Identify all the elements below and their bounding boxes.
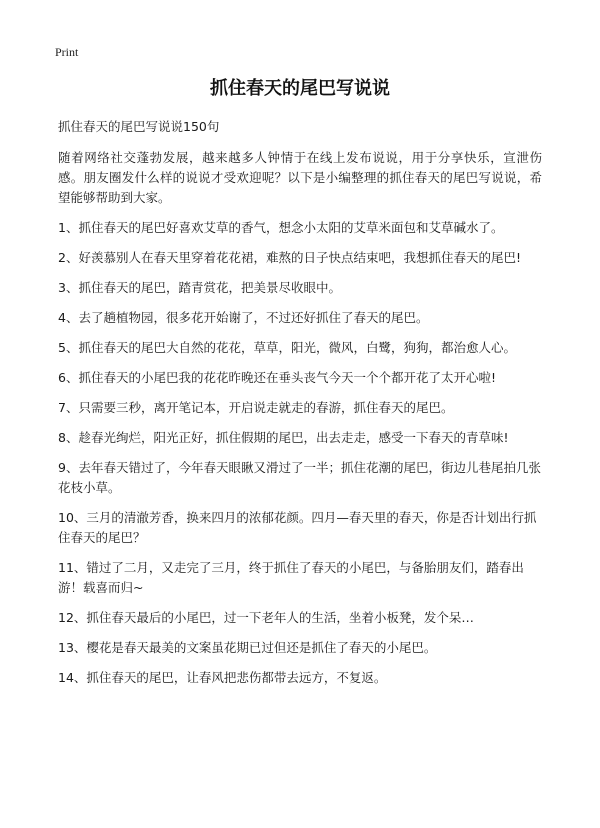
item-number: 13、 bbox=[58, 640, 87, 655]
print-label: Print bbox=[55, 45, 79, 59]
list-item bbox=[58, 428, 542, 448]
item-text: 抓住春天的尾巴，踏青赏花，把美景尽收眼中。 bbox=[78, 280, 341, 295]
list-item bbox=[58, 558, 542, 598]
item-number: 6、 bbox=[58, 370, 79, 385]
list-item bbox=[58, 308, 542, 328]
list-item bbox=[58, 608, 542, 628]
item-text: 去了趟植物园，很多花开始谢了，不过还好抓住了春天的尾巴。 bbox=[78, 310, 429, 325]
list-item bbox=[58, 278, 542, 298]
item-number: 4、 bbox=[58, 310, 79, 325]
item-number: 8、 bbox=[58, 430, 79, 445]
list-item bbox=[58, 668, 542, 688]
subtitle: 抓住春天的尾巴写说说150句 bbox=[58, 119, 220, 134]
item-text: 抓住春天的小尾巴我的花花昨晚还在垂头丧气今天一个个都开花了太开心啦! bbox=[78, 370, 496, 385]
list-item bbox=[58, 508, 542, 548]
item-text: 樱花是春天最美的文案虽花期已过但还是抓住了春天的小尾巴。 bbox=[86, 640, 437, 655]
list-item bbox=[58, 458, 542, 498]
list-item bbox=[58, 638, 542, 658]
item-number: 10、 bbox=[58, 510, 87, 525]
item-text: 抓住春天的尾巴好喜欢艾草的香气，想念小太阳的艾草米面包和艾草碱水了。 bbox=[78, 220, 504, 235]
item-text: 趁春光绚烂，阳光正好，抓住假期的尾巴，出去走走，感受一下春天的青草味! bbox=[78, 430, 509, 445]
page-title: 抓住春天的尾巴写说说 bbox=[210, 78, 390, 99]
list-item bbox=[58, 398, 542, 418]
item-text: 抓住春天的尾巴大自然的花花，草草，阳光，微风，白鹭，狗狗，都治愈人心。 bbox=[78, 340, 516, 355]
item-number: 9、 bbox=[58, 460, 79, 475]
intro-paragraph: 随着网络社交蓬勃发展，越来越多人钟情于在线上发布说说，用于分享快乐，宣泄伤感。朋友圈发什么样的说说才受欢迎呢？以下是小编整理的抓住春天的尾巴写说说，希望能够帮助到大家。 bbox=[58, 150, 542, 205]
item-number: 11、 bbox=[58, 560, 87, 575]
item-number: 12、 bbox=[58, 610, 87, 625]
list-item bbox=[58, 338, 542, 358]
list-item bbox=[58, 368, 542, 388]
item-text: 去年春天错过了，今年春天眼瞅又滑过了一半；抓住花潮的尾巴，街边儿巷尾拍几张花枝小草。 bbox=[58, 460, 541, 495]
item-text: 只需要三秒，离开笔记本，开启说走就走的春游，抓住春天的尾巴。 bbox=[78, 400, 454, 415]
list-item bbox=[58, 218, 542, 238]
item-number: 3、 bbox=[58, 280, 79, 295]
item-number: 2、 bbox=[58, 250, 79, 265]
item-number: 5、 bbox=[58, 340, 79, 355]
list-item bbox=[58, 248, 542, 268]
item-number: 14、 bbox=[58, 670, 87, 685]
item-number: 1、 bbox=[58, 220, 79, 235]
item-text: 好羡慕别人在春天里穿着花花裙，难熬的日子快点结束吧，我想抓住春天的尾巴! bbox=[78, 250, 521, 265]
item-text: 抓住春天最后的小尾巴，过一下老年人的生活，坐着小板凳，发个呆… bbox=[86, 610, 474, 625]
item-list bbox=[58, 218, 542, 688]
item-text: 抓住春天的尾巴，让春风把悲伤都带去远方，不复返。 bbox=[86, 670, 387, 685]
item-text: 错过了二月，又走完了三月，终于抓住了春天的小尾巴，与备胎朋友们，踏春出游！载喜而归~ bbox=[58, 560, 524, 595]
item-number: 7、 bbox=[58, 400, 79, 415]
item-text: 三月的清澈芳香，换来四月的浓郁花颜。四月—春天里的春天，你是否计划出行抓住春天的尾巴？ bbox=[58, 510, 537, 545]
